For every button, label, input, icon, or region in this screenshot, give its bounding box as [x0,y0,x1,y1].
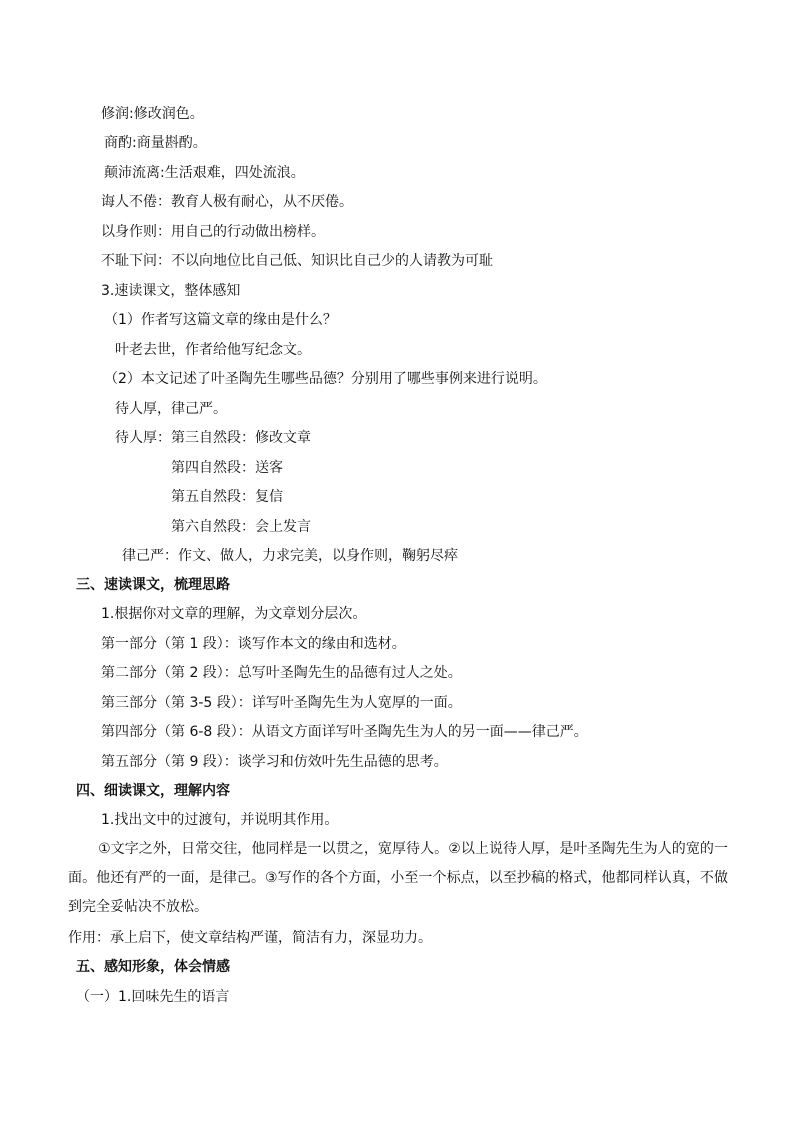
subsection-1: （一）1.回味先生的语言 [76,989,230,1005]
question-2: （2）本文记述了叶圣陶先生哪些品德？分别用了哪些事例来进行说明。 [104,371,547,387]
transition-paragraph [68,835,728,922]
vocab-buchixiawen: 不耻下问：不以向地位比自己低、知识比自己少的人请教为可耻 [101,253,493,269]
section-heading-3: 3.速读课文，整体感知 [101,283,241,299]
answer-1: 叶老去世，作者给他写纪念文。 [115,342,311,358]
vocab-dianpeiliuli: 颠沛流离:生活艰难，四处流浪。 [104,165,305,181]
answer-2-para4: 第四自然段：送客 [171,460,283,476]
part-4: 第四部分（第 6-8 段）：从语文方面详写叶圣陶先生为人的另一面——律己严。 [101,724,588,740]
vocab-yishenzuoze: 以身作则：用自己的行动做出榜样。 [101,224,325,240]
answer-2-summary: 待人厚，律己严。 [115,401,227,417]
answer-2-para5: 第五自然段：复信 [171,489,283,505]
task-transition-sentence: 1.找出文中的过渡句，并说明其作用。 [101,812,339,828]
heading-section-3: 三、速读课文，梳理思路 [76,577,230,593]
part-2: 第二部分（第 2 段）：总写叶圣陶先生的品德有过人之处。 [101,665,462,681]
heading-section-5: 五、感知形象，体会情感 [76,959,230,975]
task-divide-layers: 1.根据你对文章的理解，为文章划分层次。 [101,606,367,622]
part-1: 第一部分（第 1 段）：谈写作本文的缘由和选材。 [101,636,406,652]
heading-section-4: 四、细读课文，理解内容 [76,783,230,799]
part-5: 第五部分（第 9 段）：谈学习和仿效叶先生品德的思考。 [101,754,448,770]
transition-function: 作用：承上启下，使文章结构严谨，简洁有力，深显功力。 [68,930,432,946]
transition-paragraph-text: ①文字之外，日常交往，他同样是一以贯之，宽厚待人。②以上说待人厚，是叶圣陶先生为人的宽的一面。他还有严的一面，是律己。③写作的各个方面，小至一个标点，以至抄稿的格式，他都同样认真，不做到完全妥帖决不放松。 [68,841,728,915]
vocab-xiurun: 修润:修改润色。 [101,106,204,122]
vocab-huirenbujuan: 诲人不倦：教育人极有耐心，从不厌倦。 [101,194,353,210]
answer-2-para6: 第六自然段：会上发言 [171,519,311,535]
answer-2-daiRenHou: 待人厚：第三自然段：修改文章 [115,430,311,446]
vocab-shangzhuo: 商酌:商量斟酌。 [104,135,207,151]
answer-2-lvJiYan: 律己严：作文、做人，力求完美，以身作则，鞠躬尽瘁 [122,548,458,564]
part-3: 第三部分（第 3-5 段）：详写叶圣陶先生为人宽厚的一面。 [101,695,462,711]
question-1: （1）作者写这篇文章的缘由是什么？ [104,312,337,328]
